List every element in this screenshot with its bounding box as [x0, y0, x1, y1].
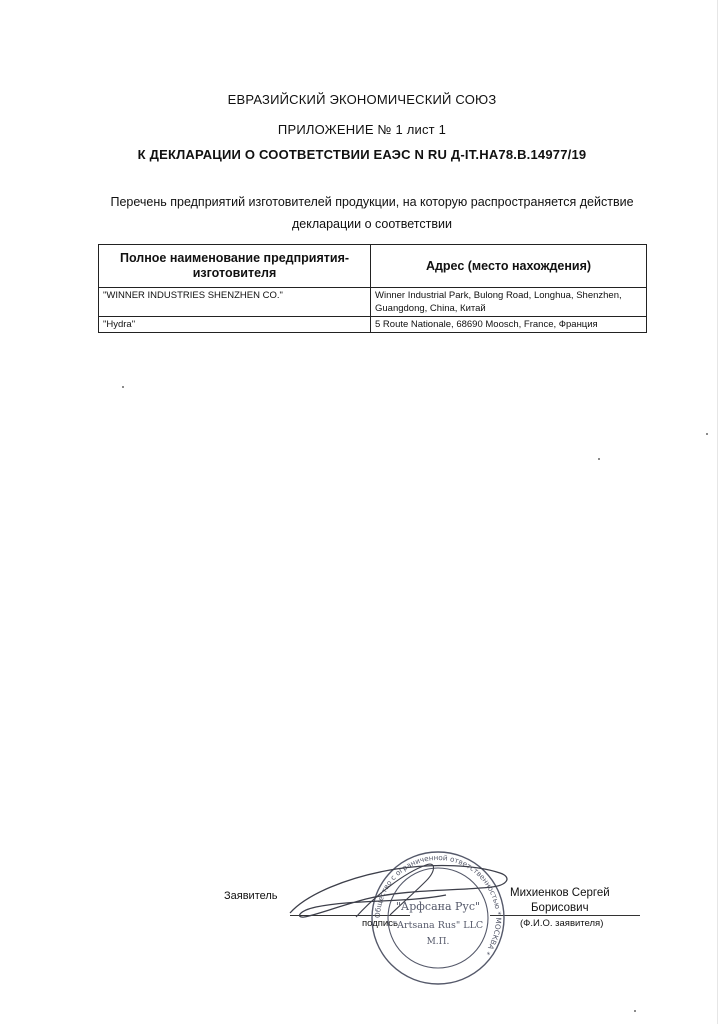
appendix-title: ПРИЛОЖЕНИЕ № 1 лист 1	[277, 122, 447, 137]
manufacturer-address: Winner Industrial Park, Bulong Road, Longhua, Shenzhen, Guangdong, China, Китай	[371, 288, 647, 317]
applicant-label: Заявитель	[224, 890, 278, 902]
column-header-address: Адрес (место нахождения)	[371, 245, 647, 288]
intro-text	[100, 191, 644, 235]
fio-caption: (Ф.И.О. заявителя)	[520, 918, 604, 929]
scan-speck	[706, 433, 708, 435]
union-title: ЕВРАЗИЙСКИЙ ЭКОНОМИЧЕСКИЙ СОЮЗ	[227, 92, 497, 107]
stamp-name-en: "Artsana Rus" LLC	[392, 920, 484, 931]
manufacturer-name: "Hydra"	[99, 317, 371, 333]
stamp-mp: М.П.	[426, 937, 450, 947]
scan-speck	[598, 458, 600, 460]
table-row	[99, 317, 647, 333]
scan-speck	[634, 1010, 636, 1012]
stamp-ring-text: Общество с ограниченной ответственностью * МОСКВА *	[372, 852, 504, 957]
scan-speck	[122, 386, 124, 388]
table-row	[99, 288, 647, 317]
manufacturer-name: "WINNER INDUSTRIES SHENZHEN CO."	[99, 288, 371, 317]
table-header-row	[99, 245, 647, 288]
intro-line-2: декларации о соответствии	[292, 217, 452, 231]
manufacturers-table	[98, 244, 647, 333]
intro-line-1: Перечень предприятий изготовителей продукции, на которую распространяется действие	[110, 195, 634, 209]
stamp-name-ru: "Арфсана Рус"	[395, 900, 481, 913]
applicant-name-second: Борисович	[531, 902, 589, 914]
applicant-name-first: Михиенков Сергей	[510, 887, 610, 899]
signature-caption: подпись	[362, 918, 398, 929]
declaration-title: К ДЕКЛАРАЦИИ О СООТВЕТСТВИИ ЕАЭС N RU Д-IT.HA78.B.14977/19	[137, 147, 587, 162]
column-header-name: Полное наименование предприятия-изготовителя	[99, 245, 371, 288]
manufacturer-address: 5 Route Nationale, 68690 Moosch, France, Франция	[371, 317, 647, 333]
applicant-signature	[286, 855, 516, 925]
